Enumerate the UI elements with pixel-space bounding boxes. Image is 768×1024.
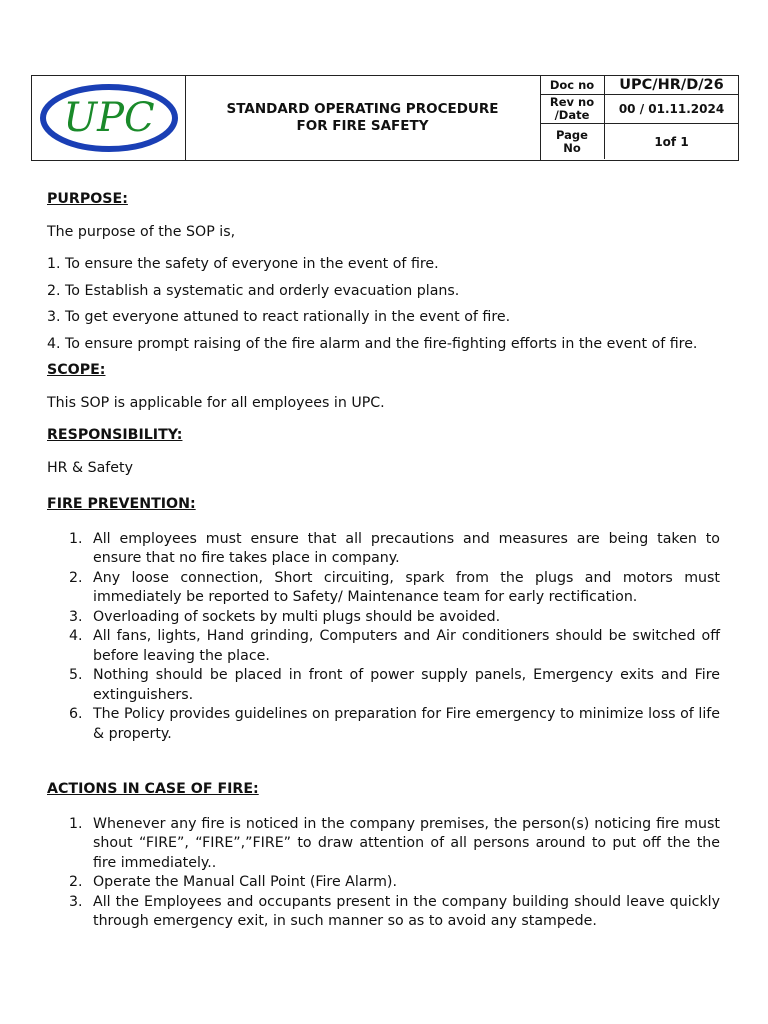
doc-no-label: Doc no [540, 76, 605, 94]
actions-list [47, 815, 720, 932]
rev-label-line-1: Rev no [549, 95, 595, 109]
document-header [31, 75, 738, 159]
meta-row-rev [540, 95, 738, 124]
purpose-item: 2. To Establish a systematic and orderly evacuation plans. [47, 282, 460, 299]
list-number: 5. [69, 667, 83, 683]
rev-label-line-2: /Date [554, 108, 590, 122]
responsibility-heading: RESPONSIBILITY: [47, 427, 183, 443]
list-item-text: All the Employees and occupants present in the company building should leave quickly through emergency exit, in such manner so as to avoid any stampede. [93, 893, 720, 929]
logo-text: UPC [63, 95, 155, 141]
fire-prevention-list [47, 530, 720, 745]
list-item-text: The Policy provides guidelines on preparation for Fire emergency to minimize loss of life & property. [93, 706, 720, 742]
page-value: 1of 1 [654, 134, 689, 149]
rev-value: 00 / 01.11.2024 [618, 102, 725, 116]
list-item [47, 608, 720, 628]
purpose-item: 3. To get everyone attuned to react rationally in the event of fire. [47, 309, 511, 325]
list-number: 1. [69, 530, 83, 547]
meta-row-doc-no [540, 76, 738, 95]
list-item-text: Overloading of sockets by multi plugs should be avoided. [93, 608, 501, 625]
list-item [47, 893, 720, 932]
list-item-text: Nothing should be placed in front of power supply panels, Emergency exits and Fire extinguishers. [93, 667, 720, 703]
doc-no-value: UPC/HR/D/26 [619, 77, 724, 93]
document-meta-table [540, 75, 739, 161]
rev-label [540, 95, 605, 123]
list-item-text: All employees must ensure that all precautions and measures are being taken to ensure that no fire takes place in company. [93, 530, 720, 566]
page-label-line-1: Page [556, 127, 588, 142]
list-item-text: All fans, lights, Hand grinding, Computers and Air conditioners should be switched off before leaving the place. [93, 628, 720, 664]
actions-heading: ACTIONS IN CASE OF FIRE: [47, 781, 259, 797]
scope-text: This SOP is applicable for all employees in UPC. [47, 394, 385, 411]
list-item-text: Operate the Manual Call Point (Fire Alarm). [93, 874, 397, 890]
list-item-text: Any loose connection, Short circuiting, spark from the plugs and motors must immediately be reported to Safety/ Maintenance team for early rectification. [93, 569, 720, 605]
title-line-2: FOR FIRE SAFETY [296, 118, 429, 134]
list-item [47, 873, 720, 893]
list-item [47, 815, 720, 874]
purpose-intro: The purpose of the SOP is, [47, 223, 236, 240]
list-item [47, 666, 720, 705]
logo-cell [31, 75, 185, 161]
title-line-1: STANDARD OPERATING PROCEDURE [226, 101, 499, 117]
meta-row-page [540, 124, 738, 159]
list-item [47, 627, 720, 666]
list-number: 3. [69, 608, 83, 625]
company-logo [39, 84, 179, 152]
page-label-line-2: No [563, 140, 581, 155]
document-body [47, 190, 720, 932]
list-number: 3. [69, 893, 83, 910]
list-item-text: Whenever any fire is noticed in the company premises, the person(s) noticing fire must shout “FIRE”, “FIRE”,”FIRE” to draw attention of all persons around to put off the the fire immediately.. [93, 815, 720, 871]
purpose-item: 1. To ensure the safety of everyone in the event of fire. [47, 256, 439, 272]
list-number: 4. [69, 628, 83, 644]
document-title [185, 75, 541, 161]
purpose-heading: PURPOSE: [47, 191, 128, 207]
list-item [47, 530, 720, 569]
list-item [47, 705, 720, 744]
responsibility-text: HR & Safety [47, 459, 133, 476]
scope-heading: SCOPE: [47, 362, 106, 378]
purpose-item: 4. To ensure prompt raising of the fire alarm and the fire-fighting efforts in the event of fire. [47, 335, 698, 352]
list-number: 2. [69, 874, 83, 890]
list-number: 2. [69, 569, 83, 586]
fire-prevention-heading: FIRE PREVENTION: [47, 496, 196, 512]
list-number: 6. [69, 706, 83, 722]
page-label [540, 124, 605, 159]
list-item [47, 569, 720, 608]
list-number: 1. [69, 815, 83, 832]
